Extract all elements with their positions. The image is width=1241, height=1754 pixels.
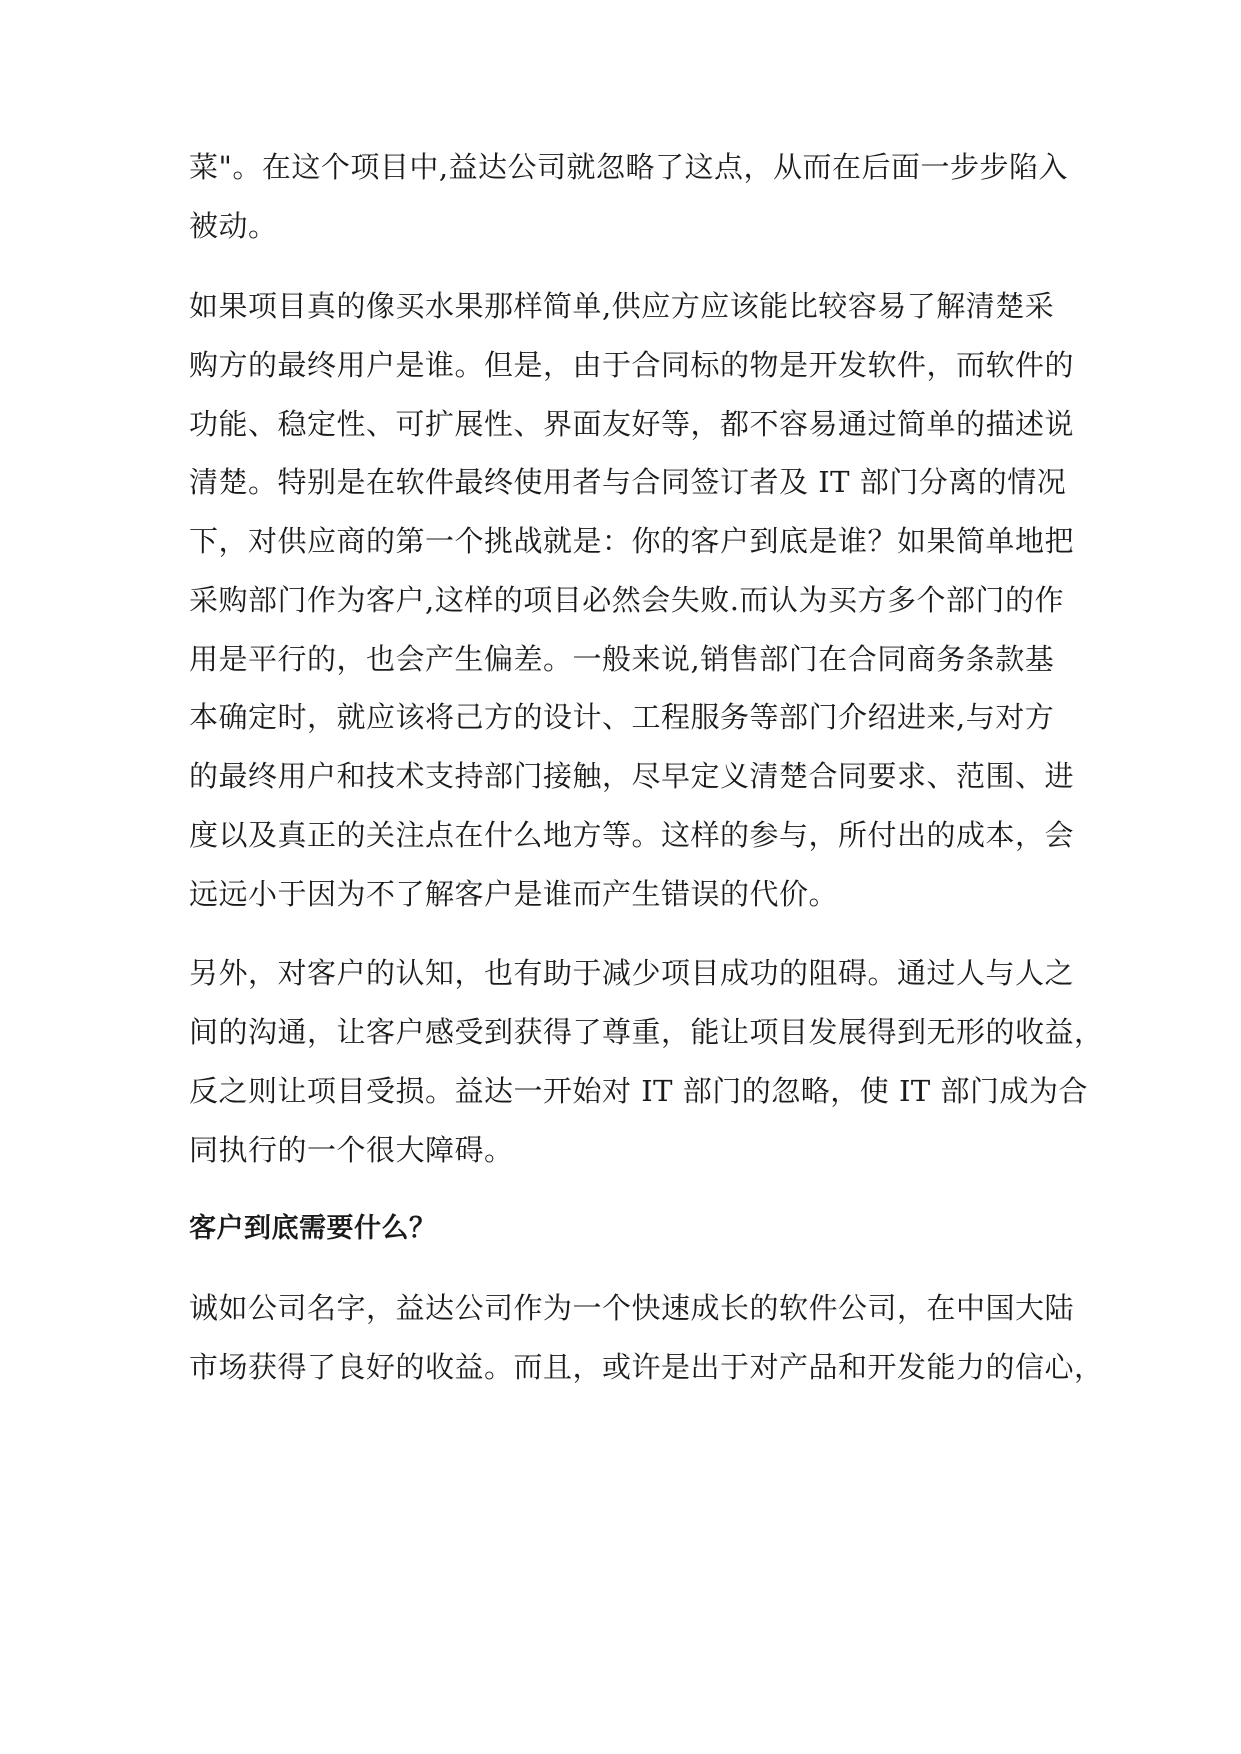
text-line: 市场获得了良好的收益。而且，或许是出于对产品和开发能力的信心， [189,1350,1104,1384]
text-line: 本确定时，就应该将己方的设计、工程服务等部门介绍进来,与对方 [189,700,1055,734]
text-line: 下，对供应商的第一个挑战就是：你的客户到底是谁？如果简单地把 [189,524,1075,558]
text-line: 间的沟通，让客户感受到获得了尊重，能让项目发展得到无形的收益， [189,1015,1104,1049]
text-line: 的最终用户和技术支持部门接触，尽早定义清楚合同要求、范围、进 [189,759,1075,793]
section-heading: 客户到底需要什么？ [189,1213,437,1244]
text-line: 诚如公司名字，益达公司作为一个快速成长的软件公司，在中国大陆 [189,1291,1075,1325]
text-line: 购方的最终用户是谁。但是，由于合同标的物是开发软件，而软件的 [189,348,1075,382]
text-line: 功能、稳定性、可扩展性、界面友好等，都不容易通过简单的描述说 [189,407,1075,441]
text-line: 另外，对客户的认知，也有助于减少项目成功的阻碍。通过人与人之 [189,956,1075,990]
text-line: 采购部门作为客户,这样的项目必然会失败.而认为买方多个部门的作 [189,583,1064,617]
text-line: 菜"。在这个项目中,益达公司就忽略了这点，从而在后面一步步陷入 [189,150,1069,184]
text-line: 被动。 [189,209,278,243]
text-line: 远远小于因为不了解客户是谁而产生错误的代价。 [189,877,839,911]
text-line: 度以及真正的关注点在什么地方等。这样的参与，所付出的成本，会 [189,818,1075,852]
text-line: 用是平行的，也会产生偏差。一般来说,销售部门在合同商务条款基 [189,642,1055,676]
text-line: 如果项目真的像买水果那样简单,供应方应该能比较容易了解清楚采 [189,289,1055,323]
text-line: 反之则让项目受损。益达一开始对 IT 部门的忽略，使 IT 部门成为合 [189,1074,1088,1108]
text-line: 同执行的一个很大障碍。 [189,1133,514,1167]
text-line: 清楚。特别是在软件最终使用者与合同签订者及 IT 部门分离的情况 [189,465,1067,499]
